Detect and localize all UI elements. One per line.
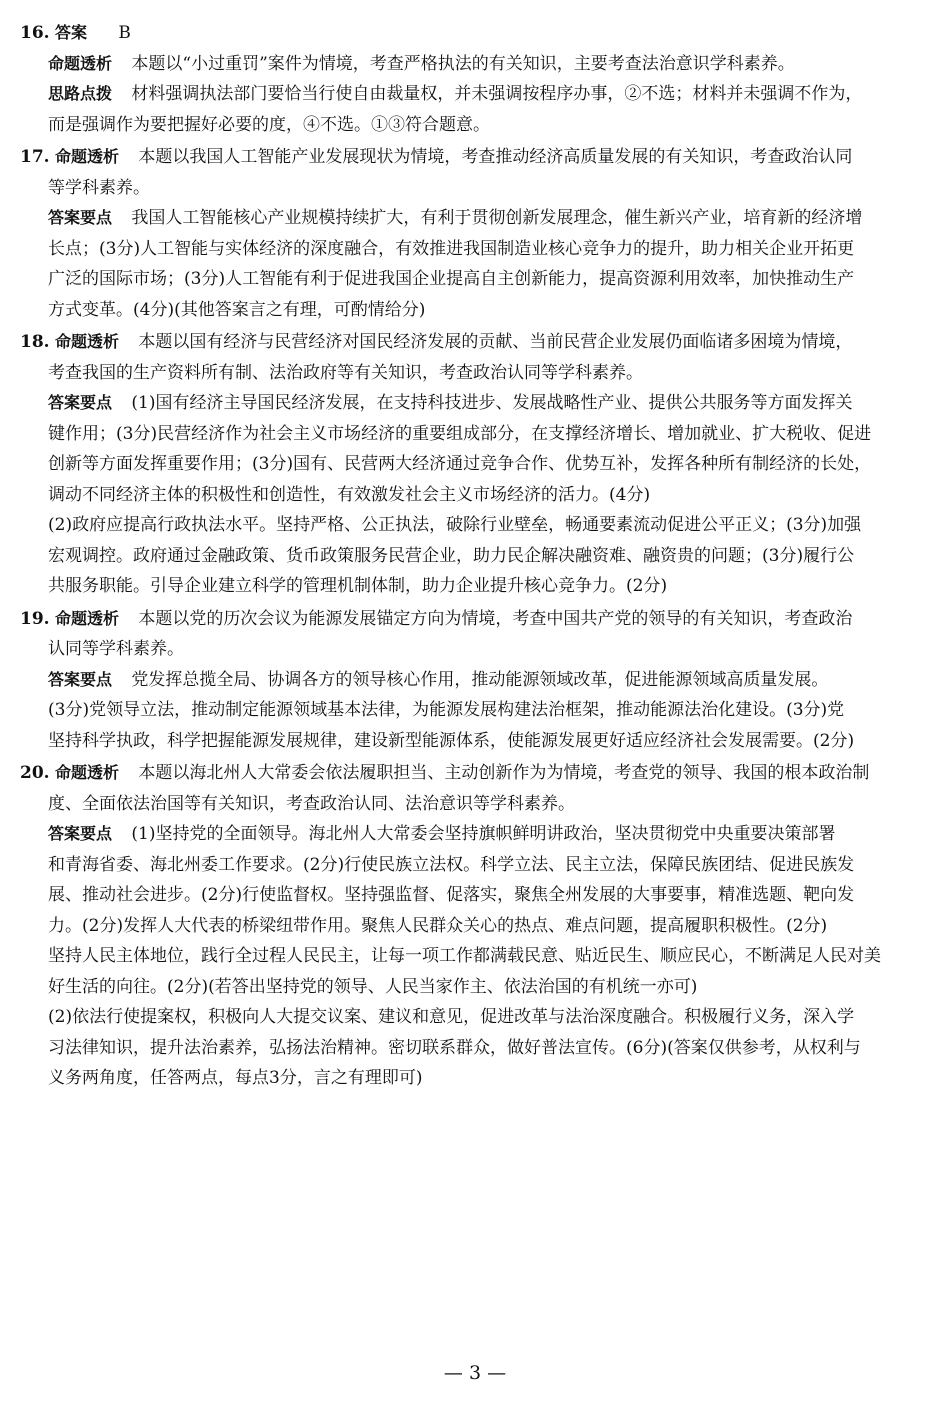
analysis-label: 命题透析 [54,147,119,166]
analysis-label: 命题透析 [54,763,119,782]
key-points-label: 答案要点 [48,393,113,412]
part-2-text: 义务两角度，任答两点，每点3分，言之有理即可) [48,1068,423,1088]
analysis-label: 命题透析 [54,332,119,351]
answer-label: 答案 [54,23,87,42]
question-number: 20. [20,763,50,783]
key-points-text: 党发挥总揽全局、协调各方的领导核心作用，推动能源领域改革，促进能源领域高质量发展。 [131,669,829,690]
analysis-text: 本题以党的历次会议为能源发展锚定方向为情境，考查中国共产党的领导的有关知识，考查政治 [138,608,853,629]
key-points-text: 展、推动社会进步。(2分)行使监督权。坚持强监督、促落实，聚焦全州发展的大事要事，精准选题、靶向发 [48,885,855,905]
part-2-text: 习法律知识，提升法治素养，弘扬法治精神。密切联系群众，做好普法宣传。(6分)(答案仅供参考，从权利与 [48,1037,861,1058]
part-2-text: 宏观调控。政府通过金融政策、货币政策服务民营企业，助力民企解决融资难、融资贵的问题；(3分)履行公 [48,545,855,566]
key-points-text: 我国人工智能核心产业规模持续扩大，有利于贯彻创新发展理念，催生新兴产业，培育新的经济增 [131,208,863,228]
key-points-text: 调动不同经济主体的积极性和创造性，有效激发社会主义市场经济的活力。(4分) [48,484,651,505]
question-20 [20,758,930,1094]
question-number: 17. [20,147,50,167]
key-points-text: 键作用；(3分)民营经济作为社会主义市场经济的重要组成部分，在支撑经济增长、增加就业、扩大税收、促进 [48,423,872,444]
analysis-text: 本题以国有经济与民营经济对国民经济发展的贡献、当前民营企业发展仍面临诸多困境为情境， [138,332,853,352]
analysis-text: 考查我国的生产资料所有制、法治政府等有关知识，考查政治认同等学科素养。 [48,362,643,383]
key-points-label: 答案要点 [48,208,113,227]
question-number: 19. [20,608,50,629]
key-points-text: 坚持人民主体地位，践行全过程人民民主，让每一项工作都满载民意、贴近民生、顺应民心，不断满足人民对美 [48,946,881,966]
hint-text: 而是强调作为要把握好必要的度，④不选。①③符合题意。 [48,114,490,135]
analysis-text: 本题以“小过重罚”案件为情境，考查严格执法的有关知识，主要考查法治意识学科素养。 [131,53,795,74]
analysis-text: 等学科素养。 [48,177,150,198]
part-2-text: (2)政府应提高行政执法水平。坚持严格、公正执法，破除行业壁垒，畅通要素流动促进公平正义；(3分)加强 [48,515,862,535]
key-points-text: 长点；(3分)人工智能与实体经济的深度融合，有效推进我国制造业核心竞争力的提升，助力相关企业开拓更 [48,238,855,259]
key-points-text: 方式变革。(4分)(其他答案言之有理，可酌情给分) [48,299,426,320]
key-points-text: 广泛的国际市场；(3分)人工智能有利于促进我国企业提高自主创新能力，提高资源利用效率，加快推动生产 [48,269,855,289]
analysis-text: 本题以我国人工智能产业发展现状为情境，考查推动经济高质量发展的有关知识，考查政治认同 [138,147,853,167]
hint-label: 思路点拨 [48,84,113,103]
analysis-label: 命题透析 [48,53,113,73]
part-2-text: (2)依法行使提案权，积极向人大提交议案、建议和意见，促进改革与法治深度融合。积极履行义务，深入学 [48,1007,855,1027]
question-19 [20,604,930,757]
question-17 [20,142,930,325]
analysis-label: 命题透析 [54,608,119,628]
key-points-text: 好生活的向往。(2分)(若答出坚持党的领导、人民当家作主、依法治国的有机统一亦可) [48,976,698,997]
answer-page [20,18,930,1096]
key-points-text: (1)坚持党的全面领导。海北州人大常委会坚持旗帜鲜明讲政治，坚决贯彻党中央重要决策部署 [131,824,836,844]
question-16 [20,18,930,140]
key-points-text: 坚持科学执政，科学把握能源发展规律，建设新型能源体系，使能源发展更好适应经济社会发展需要。(2分) [48,730,855,751]
question-number: 18. [20,332,50,352]
analysis-text: 度、全面依法治国等有关知识，考查政治认同、法治意识等学科素养。 [48,793,575,814]
key-points-label: 答案要点 [48,824,113,843]
key-points-text: 创新等方面发挥重要作用；(3分)国有、民营两大经济通过竞争合作、优势互补，发挥各种所有制经济的长处， [48,454,872,474]
key-points-text: (1)国有经济主导国民经济发展，在支持科技进步、发展战略性产业、提供公共服务等方面发挥关 [131,393,853,413]
part-2-text: 共服务职能。引导企业建立科学的管理机制体制，助力企业提升核心竞争力。(2分) [48,576,668,596]
question-number: 16. [20,23,50,43]
analysis-text: 认同等学科素养。 [48,639,184,659]
key-points-text: 力。(2分)发挥人大代表的桥梁纽带作用。聚焦人民群众关心的热点、难点问题，提高履职积极性。(2分) [48,915,828,936]
key-points-text: (3分)党领导立法，推动制定能源领域基本法律，为能源发展构建法治框架，推动能源法治化建设。(3分)党 [48,700,845,720]
hint-text: 材料强调执法部门要恰当行使自由裁量权，并未强调按程序办事，②不选；材料并未强调不作为， [131,84,863,104]
question-18 [20,327,930,602]
key-points-label: 答案要点 [48,669,113,689]
analysis-text: 本题以海北州人大常委会依法履职担当、主动创新作为为情境，考查党的领导、我国的根本政治制 [138,763,870,783]
key-points-text: 和青海省委、海北州委工作要求。(2分)行使民族立法权。科学立法、民主立法，保障民族团结、促进民族发 [48,854,855,875]
answer-value: B [118,23,131,43]
page-number: — 3 — [443,1362,507,1384]
